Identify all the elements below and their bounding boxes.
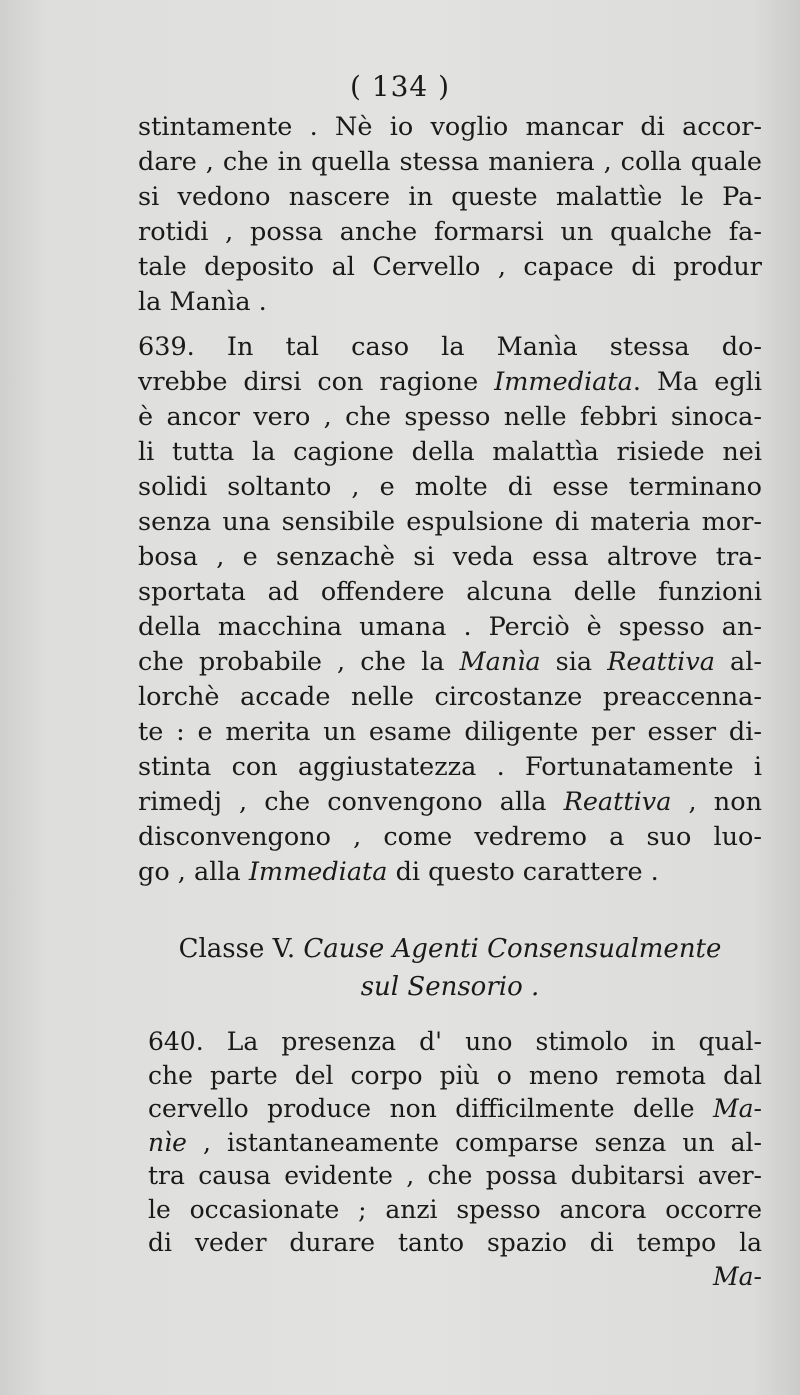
heading-prefix: Classe V.	[178, 934, 304, 964]
text-line: 639. In tal caso la Manìa stessa do-	[138, 332, 762, 362]
text-line: della macchina umana . Perciò è spesso an-	[138, 612, 762, 642]
text-line	[138, 855, 762, 890]
text-line: 640. La presenza d' uno stimolo in qual-	[148, 1027, 762, 1056]
text-line: la Manìa .	[138, 287, 267, 317]
text-line: solidi soltanto , e molte di esse terminano	[138, 472, 762, 502]
text-line: stinta con aggiustatezza . Fortunatamente i	[138, 752, 762, 782]
text-line: lorchè accade nelle circostanze preaccenna-	[138, 682, 762, 712]
text-run: di questo carattere .	[387, 857, 659, 887]
text-run: vrebbe dirsi con ragione	[138, 367, 495, 397]
text-line	[148, 1092, 762, 1126]
text-line: è ancor vero , che spesso nelle febbri sinoca-	[138, 402, 762, 432]
text-line: senza una sensibile espulsione di materia mor-	[138, 507, 762, 537]
text-line: le occasionate ; anzi spesso ancora occorre	[148, 1194, 762, 1224]
text-run: al-	[714, 647, 762, 677]
text-line: bosa , e senzachè si veda essa altrove tra-	[138, 542, 762, 572]
italic-term: Ma-	[713, 1094, 762, 1123]
heading-line	[138, 930, 762, 968]
text-run: , istantaneamente comparse senza un al-	[186, 1127, 762, 1157]
paragraph-1	[138, 110, 762, 320]
text-run: sia	[540, 647, 608, 677]
text-line	[148, 1126, 762, 1160]
text-run: cervello produce non difficilmente delle	[148, 1094, 714, 1123]
text-run: che probabile , che la	[138, 647, 460, 677]
paragraph-639	[138, 330, 762, 890]
text-line	[138, 365, 762, 400]
italic-term: nìe	[148, 1127, 187, 1157]
italic-term: Reattiva	[607, 647, 715, 677]
catchword-text: Ma-	[713, 1261, 762, 1291]
text-run: go , alla	[138, 857, 249, 887]
text-line	[138, 645, 762, 680]
text-line: te : e merita un esame diligente per esser di-	[138, 717, 762, 747]
catchword	[148, 1260, 762, 1294]
italic-term: Immediata	[494, 367, 633, 397]
text-line: sportata ad offendere alcuna delle funzioni	[138, 577, 762, 607]
text-line: disconvengono , come vedremo a suo luo-	[138, 822, 762, 852]
text-run: , non	[671, 787, 763, 817]
text-line: li tutta la cagione della malattìa risiede nei	[138, 437, 762, 467]
italic-term: Reattiva	[563, 787, 672, 817]
heading-title: sul Sensorio .	[360, 972, 540, 1002]
text-line: dare , che in quella stessa maniera , colla quale	[138, 147, 762, 177]
text-line: tra causa evidente , che possa dubitarsi aver-	[148, 1161, 762, 1190]
text-line	[138, 785, 762, 820]
section-heading	[138, 930, 762, 1006]
italic-term: Manìa	[459, 647, 541, 677]
text-line: di veder durare tanto spazio di tempo la	[148, 1228, 762, 1257]
heading-title: Cause Agenti Consensualmente	[303, 934, 722, 964]
text-line: che parte del corpo più o meno remota dal	[148, 1060, 762, 1090]
text-run: rimedj , che convengono alla	[138, 787, 564, 817]
heading-line	[138, 968, 762, 1006]
text-line: stintamente . Nè io voglio mancar di accor-	[138, 112, 762, 142]
italic-term: Immediata	[248, 857, 388, 887]
page-number: ( 134 )	[349, 70, 451, 103]
paragraph-640	[148, 1025, 762, 1293]
text-line: tale deposito al Cervello , capace di produr	[138, 252, 762, 282]
text-line: rotidi , possa anche formarsi un qualche fa-	[138, 217, 762, 247]
text-run: . Ma egli	[632, 367, 762, 397]
text-line: si vedono nascere in queste malattìe le Pa-	[138, 182, 762, 212]
